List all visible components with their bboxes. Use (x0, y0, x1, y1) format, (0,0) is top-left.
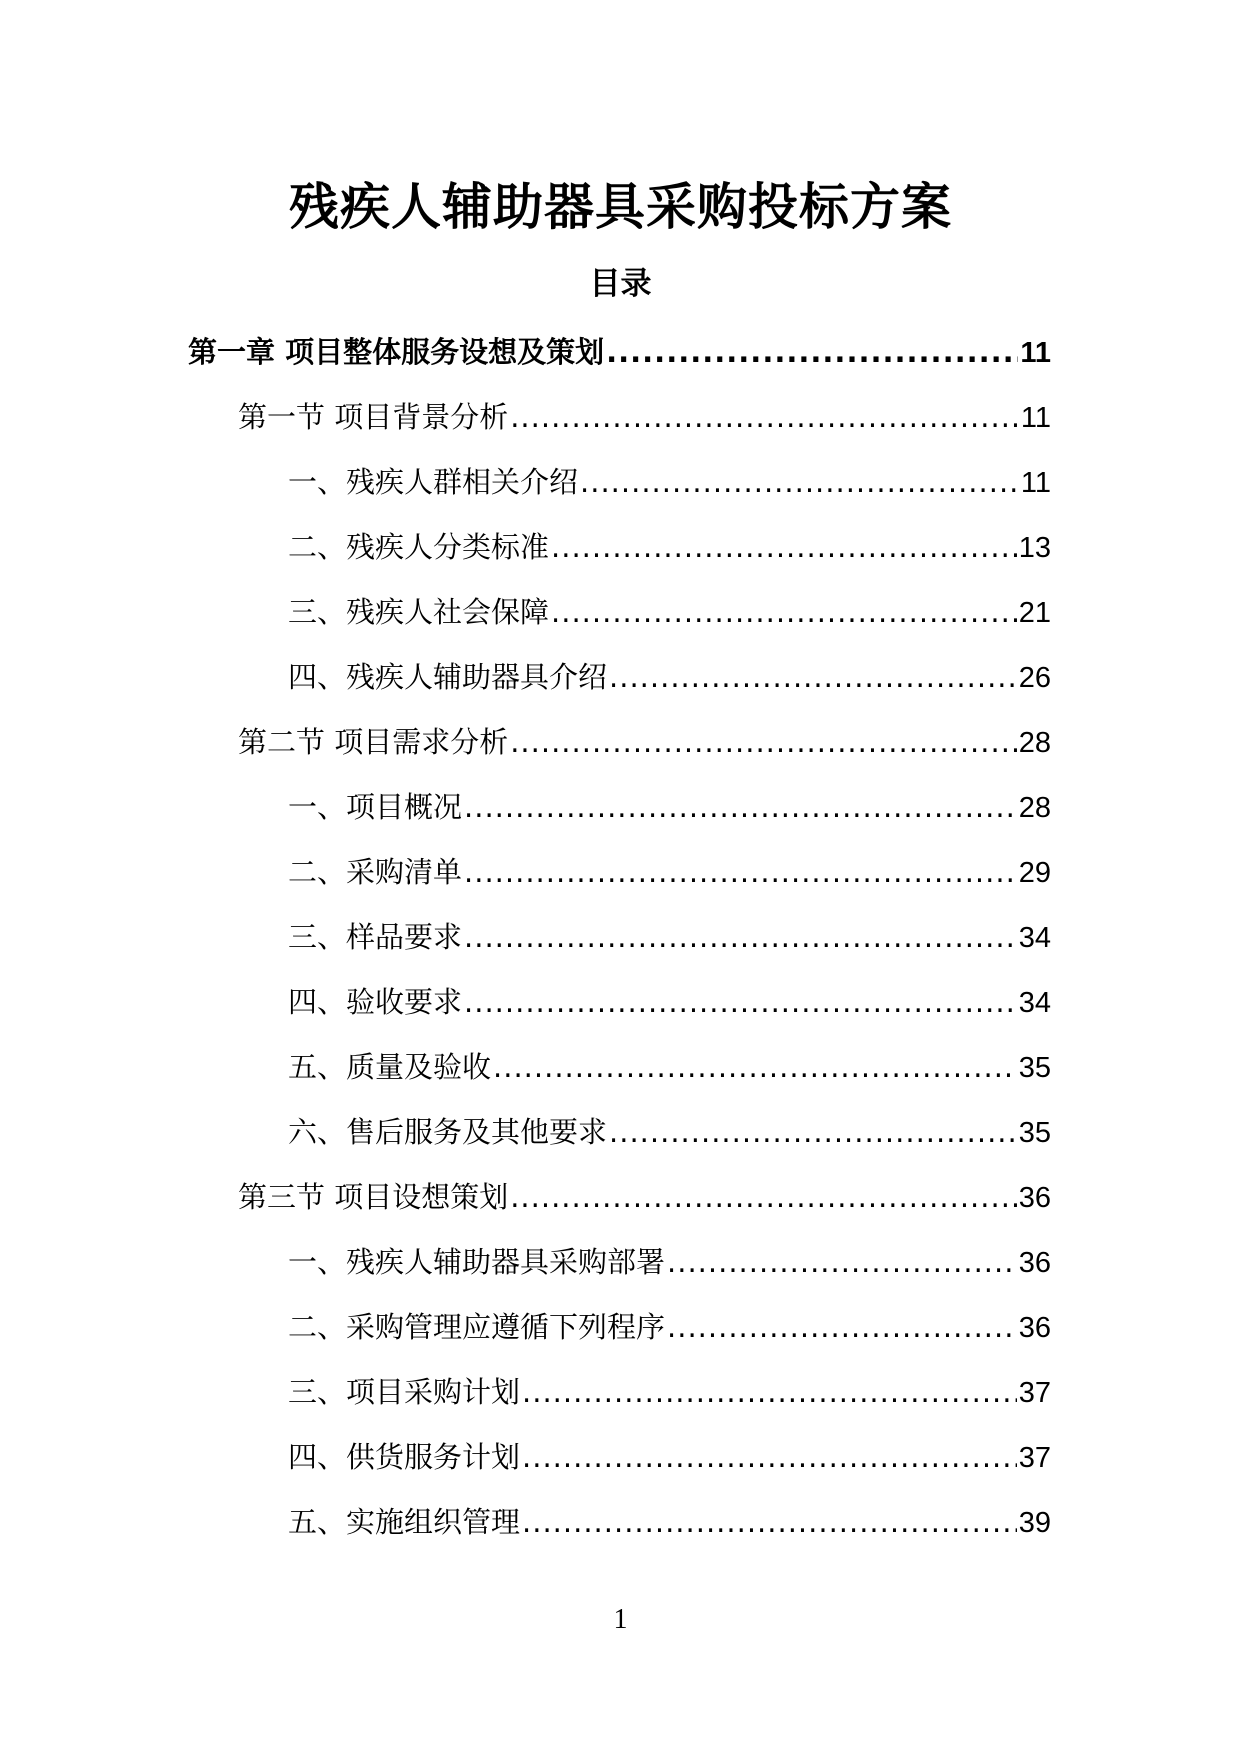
toc-leader-dots (464, 915, 1017, 959)
toc-entry-label: 五、实施组织管理 (288, 1505, 521, 1539)
page-number: 1 (613, 1604, 628, 1635)
toc-entry-item[interactable] (0, 525, 1241, 590)
toc-entry-label: 三、项目采购计划 (288, 1375, 521, 1409)
toc-leader-dots (464, 850, 1017, 894)
toc-entry-page: 34 (1018, 987, 1051, 1019)
toc-entry-label: 第二节 项目需求分析 (238, 725, 509, 759)
toc-leader-dots (522, 1500, 1017, 1544)
toc-entry-item[interactable] (0, 460, 1241, 525)
toc-entry-page: 29 (1018, 857, 1051, 889)
toc-entry-section-3[interactable] (0, 1175, 1241, 1240)
toc-entry-page: 13 (1018, 532, 1051, 564)
toc-entry-item[interactable] (0, 1305, 1241, 1370)
toc-entry-page: 37 (1018, 1377, 1051, 1409)
toc-entry-page: 39 (1018, 1507, 1051, 1539)
toc-leader-dots (609, 1110, 1017, 1154)
toc-leader-dots (667, 1305, 1017, 1349)
toc-entry-label: 四、供货服务计划 (288, 1440, 521, 1474)
toc-entry-item[interactable] (0, 1240, 1241, 1305)
toc-entry-page: 35 (1018, 1117, 1051, 1149)
toc-entry-label: 四、残疾人辅助器具介绍 (288, 660, 608, 694)
toc-leader-dots (551, 590, 1017, 634)
toc-leader-dots (464, 785, 1017, 829)
toc-entry-item[interactable] (0, 1045, 1241, 1110)
toc-entry-page: 11 (1020, 467, 1051, 499)
toc-leader-dots (551, 525, 1017, 569)
toc-entry-page: 21 (1018, 597, 1051, 629)
toc-entry-page: 37 (1018, 1442, 1051, 1474)
toc-leader-dots (522, 1370, 1017, 1414)
toc-entry-item[interactable] (0, 590, 1241, 655)
toc-entry-item[interactable] (0, 915, 1241, 980)
toc-entry-label: 二、采购管理应遵循下列程序 (288, 1310, 666, 1344)
toc-leader-dots (667, 1240, 1017, 1284)
toc-entry-label: 五、质量及验收 (288, 1050, 492, 1084)
toc-entry-page: 36 (1018, 1182, 1051, 1214)
toc-entry-item[interactable] (0, 1370, 1241, 1435)
toc-leader-dots (522, 1435, 1017, 1479)
toc-entry-label: 二、残疾人分类标准 (288, 530, 550, 564)
toc-leader-dots (510, 720, 1017, 764)
toc-leader-dots (493, 1045, 1017, 1089)
toc-entry-label: 一、项目概况 (288, 790, 463, 824)
toc-entry-label: 二、采购清单 (288, 855, 463, 889)
toc-entry-label: 四、验收要求 (288, 985, 463, 1019)
toc-entry-label: 第一章 项目整体服务设想及策划 (188, 335, 605, 369)
toc-entry-label: 第三节 项目设想策划 (238, 1180, 509, 1214)
toc-entry-page: 35 (1018, 1052, 1051, 1084)
toc-entry-page: 28 (1018, 792, 1051, 824)
toc-entry-page: 36 (1018, 1247, 1051, 1279)
toc-entry-item[interactable] (0, 850, 1241, 915)
toc-entry-item[interactable] (0, 1110, 1241, 1175)
toc-entry-page: 11 (1020, 402, 1051, 434)
toc-entry-page: 34 (1018, 922, 1051, 954)
toc-entry-chapter-1[interactable] (0, 330, 1241, 395)
toc-entry-label: 一、残疾人群相关介绍 (288, 465, 579, 499)
toc-entry-page: 26 (1018, 662, 1051, 694)
toc-entry-item[interactable] (0, 1500, 1241, 1565)
document-title: 残疾人辅助器具采购投标方案 (289, 178, 952, 236)
table-of-contents (0, 330, 1241, 1565)
toc-entry-section-1[interactable] (0, 395, 1241, 460)
toc-entry-section-2[interactable] (0, 720, 1241, 785)
toc-leader-dots (606, 330, 1018, 374)
toc-leader-dots (609, 655, 1017, 699)
toc-entry-label: 一、残疾人辅助器具采购部署 (288, 1245, 666, 1279)
toc-entry-item[interactable] (0, 655, 1241, 720)
toc-leader-dots (580, 460, 1019, 504)
toc-entry-label: 六、售后服务及其他要求 (288, 1115, 608, 1149)
toc-leader-dots (510, 395, 1019, 439)
toc-entry-item[interactable] (0, 980, 1241, 1045)
toc-entry-label: 三、样品要求 (288, 920, 463, 954)
toc-entry-label: 第一节 项目背景分析 (238, 400, 509, 434)
toc-leader-dots (464, 980, 1017, 1024)
toc-entry-page: 11 (1020, 337, 1051, 369)
toc-entry-item[interactable] (0, 785, 1241, 850)
toc-entry-label: 三、残疾人社会保障 (288, 595, 550, 629)
toc-leader-dots (510, 1175, 1017, 1219)
toc-entry-page: 28 (1018, 727, 1051, 759)
toc-heading: 目录 (589, 266, 652, 302)
toc-entry-item[interactable] (0, 1435, 1241, 1500)
toc-entry-page: 36 (1018, 1312, 1051, 1344)
